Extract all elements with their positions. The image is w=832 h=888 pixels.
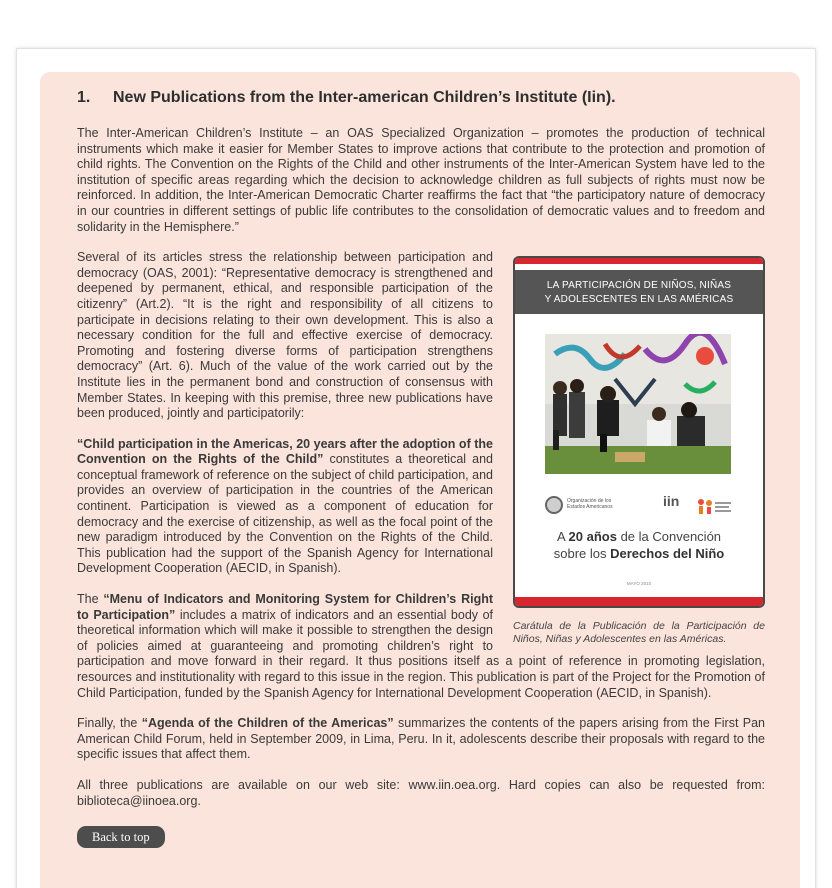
cover-sub-pre2: sobre los — [553, 546, 611, 562]
publication-figure — [513, 256, 765, 646]
intro-paragraph: The Inter-American Children’s Institute – an OAS Specialized Organization – promotes the production of technical instruments which make it easier for Member States to improve actions that contribute to the protection and promotion of child rights. The Convention on the Rights of the Child and other instruments of the Inter-American System have led to the institution of specific areas regarding which the decision to acknowledge children as full subjects of rights must now be reinforced. In addition, the Inter-American Democratic Charter reaffirms the fact that “the participatory nature of democracy in our countries in different settings of public life contributes to the consolidation of democratic values and to freedom and solidarity in the Hemisphere.” — [77, 126, 765, 234]
cover-sub-pre1: A — [556, 529, 569, 545]
cover-title — [515, 270, 763, 314]
publication-3-paragraph — [77, 716, 765, 763]
oas-logo-icon — [545, 496, 563, 514]
cover-logos — [545, 494, 731, 516]
publication-2-text: includes a matrix of indicators and an essential body of theoretical information which will make it possible to strengthen the design of policies aimed at guaranteeing and promoting children’s right to participation and move forward in their regard. It thus positions itself as a point of reference in promoting legislation, resources and institutionality with regard to this issue in the region. This publication is part of the Project for the Promotion of Child Participation, funded by the Spanish Agency for International Development Cooperation (AECID, in Spanish). — [77, 607, 765, 700]
cover-title-line2: Y ADOLESCENTES EN LAS AMÉRICAS — [544, 294, 734, 306]
cover-red-band-top — [515, 258, 763, 264]
article-section — [77, 88, 765, 848]
cover-sub-bold2: Derechos del Niño — [610, 546, 725, 562]
section-title: New Publications from the Inter-american Children’s Institute (Iin). — [113, 89, 616, 106]
back-to-top-button[interactable]: Back to top — [77, 826, 165, 848]
publication-1-text: constitutes a theoretical and conceptual framework of reference on the subject of child participation, and provides an overview of participation in the countries of the American continent. Participation is viewed as a component of education for democracy and the exercise of citizenship, as well as the focal point of the new paradigm introduced by the Convention on the Rights of the Child. This publication had the support of the Spanish Agency for International Development Cooperation (AECID, in Spanish). — [77, 452, 494, 576]
cover-sub-bold1: 20 años — [568, 529, 617, 545]
children-painting-photo — [545, 334, 731, 474]
cover-subtitle — [515, 528, 763, 562]
publication-2-title: “Menu of Indicators and Monitoring System for Children’s Right to Participation” — [77, 592, 494, 622]
figure-caption: Carátula de la Publicación de la Participación de Niños, Niñas y Adolescentes en las Américas. — [513, 620, 765, 646]
cover-red-band-bottom — [515, 597, 763, 606]
cover-title-line1: LA PARTICIPACIÓN DE NIÑOS, NIÑAS — [546, 280, 732, 292]
iin-logo-graphic — [697, 498, 733, 517]
publication-3-text: summarizes the contents of the papers arising from the First Pan American Child Forum, held in September 2009, in Lima, Peru. In it, adolescents describe their proposals with regard to the specific issues that affect them. — [77, 716, 765, 762]
cover-photo — [545, 334, 731, 474]
section-heading — [77, 88, 765, 108]
availability-paragraph: All three publications are available on our web site: www.iin.oea.org. Hard copies can also be requested from: biblioteca@iinoea.org. — [77, 777, 765, 808]
publication-cover — [513, 256, 765, 608]
cover-date: MAYO 2010 — [626, 581, 652, 587]
articles-paragraph: Several of its articles stress the relationship between participation and democracy (OAS, 2001): “Representative democracy is strengthened and deepened by permanent, ethical, and responsible participation of the citizenry” (Art.2). “It is the right and responsibility of all citizens to participate in decisions relating to their own development. This is also a necessary condition for the full and effective exercise of democracy. Promoting and fostering diverse forms of participation strengthens democracy” (Art. 6). Much of the value of the work carried out by the Institute lies in the permanent bond and construction of consensus with Member States. In keeping with this premise, three new publications have been produced, jointly and participatorily: — [77, 250, 493, 421]
section-number: 1. — [77, 89, 91, 106]
publication-2-pre: The — [77, 592, 104, 607]
publication-1-title: “Child participation in the Americas, 20 years after the adoption of the Convention on the Rights of the Child” — [77, 436, 493, 467]
iin-people-icon — [697, 498, 733, 516]
publication-3-pre: Finally, the — [77, 716, 142, 731]
iin-logo-text: iin — [663, 493, 680, 510]
cover-sub-post1: de la Convención — [616, 529, 722, 545]
oas-logo-text: Organización de los Estados Americanos — [567, 498, 613, 511]
publication-3-title: “Agenda of the Children of the Americas” — [141, 716, 394, 731]
